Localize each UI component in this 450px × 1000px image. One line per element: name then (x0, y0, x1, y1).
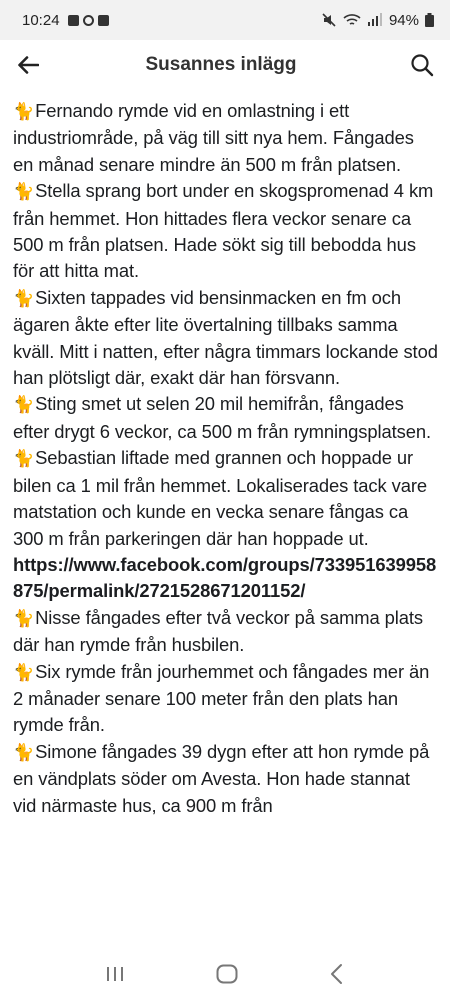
post-item-stella: 🐈Stella sprang bort under en skogspromenad 4 km från hemmet. Hon hittades flera veckor senare ca 500 m från platsen. Hade sökt sig till bebodda hus för att hitta mat. (13, 180, 434, 282)
notification-icons (68, 15, 109, 26)
recent-apps-button[interactable] (104, 964, 126, 989)
cat-emoji-icon: 🐈 (13, 662, 35, 682)
arrow-left-icon (17, 56, 39, 74)
clipped-previous-text (13, 90, 438, 98)
cat-emoji-icon: 🐈 (13, 288, 35, 308)
system-navigation-bar (0, 952, 450, 1000)
post-item-sting: 🐈Sting smet ut selen 20 mil hemifrån, fångades efter drygt 6 veckor, ca 500 m från rymningsplatsen. (13, 393, 431, 442)
wifi-icon (343, 13, 361, 27)
home-button[interactable] (215, 963, 239, 990)
status-time: 10:24 (22, 11, 60, 29)
post-item-sixten: 🐈Sixten tappades vid bensinmacken en fm och ägaren åkte efter lite övertalning tillbaks samma kväll. Mitt i natten, efter några timmars lockande stod han plötsligt där, exakt där han försvann. (13, 286, 438, 389)
status-bar (0, 0, 450, 40)
post-item-simone: 🐈Simone fångades 39 dygn efter att hon rymde på en vändplats söder om Avesta. Hon hade stannat vid närmaste hus, ca 900 m från (13, 740, 430, 816)
post-item-six: 🐈Six rymde från jourhemmet och fångades mer än 2 månader senare 100 meter från den plats han rymde från. (13, 660, 430, 736)
messenger-icon (83, 15, 94, 26)
gallery-icon (68, 15, 79, 26)
post-item-nisse: 🐈Nisse fångades efter två veckor på samma plats där han rymde från husbilen. (13, 606, 423, 656)
cat-emoji-icon: 🐈 (13, 395, 35, 415)
page-title: Susannes inlägg (145, 54, 297, 75)
mute-icon (321, 12, 337, 28)
battery-level: 94% (388, 11, 419, 29)
recent-apps-icon (104, 964, 126, 984)
post-item-fernando: 🐈Fernando rymde vid en omlastning i ett industriområde, på väg till sitt nya hem. Fångades en månad senare mindre än 500 m från platsen. (13, 100, 414, 175)
check-icon (98, 15, 109, 26)
app-header (0, 40, 450, 90)
signal-icon (367, 13, 383, 27)
home-icon (215, 963, 239, 985)
post-item-sebastian: 🐈Sebastian liftade med grannen och hoppade ur bilen ca 1 mil från hemmet. Lokaliserades tack vare matstation och kunde en vecka senare fångas ca 300 m från parkeringen där han hoppade ut. (13, 447, 427, 549)
cat-emoji-icon: 🐈 (13, 608, 35, 628)
search-icon (410, 53, 434, 77)
chevron-left-icon (328, 963, 346, 985)
post-link[interactable]: https://www.facebook.com/groups/733951639958875/permalink/2721528671201152/ (13, 553, 437, 602)
cat-emoji-icon: 🐈 (13, 182, 35, 202)
post-content (0, 90, 450, 952)
nav-back-button[interactable] (328, 963, 346, 990)
battery-icon (425, 13, 434, 27)
cat-emoji-icon: 🐈 (13, 742, 35, 762)
search-button[interactable] (394, 40, 450, 90)
cat-emoji-icon: 🐈 (13, 102, 35, 121)
cat-emoji-icon: 🐈 (13, 449, 35, 469)
